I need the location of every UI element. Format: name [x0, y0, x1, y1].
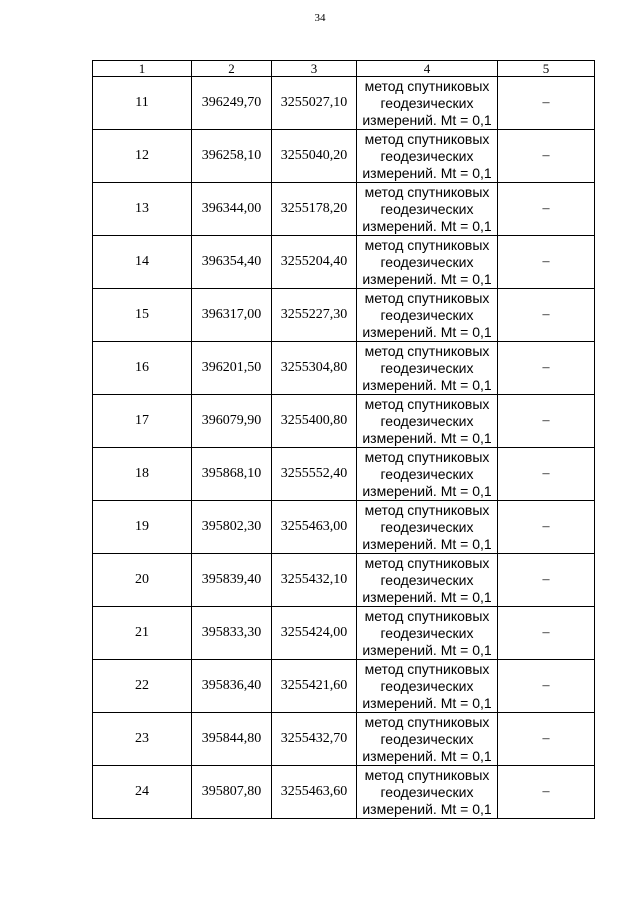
y-coordinate-cell: 3255027,10 [272, 77, 357, 130]
method-line: геодезических [380, 306, 474, 323]
note-cell: – [498, 77, 595, 130]
point-number-cell: 20 [93, 554, 192, 607]
method-line: метод спутниковых [364, 660, 490, 677]
method-line: измерений. Mt = 0,1 [362, 694, 492, 711]
header-col-3: 3 [272, 61, 357, 77]
point-number-cell: 15 [93, 289, 192, 342]
method-cell [357, 660, 498, 713]
header-col-2: 2 [192, 61, 272, 77]
method-line: измерений. Mt = 0,1 [362, 376, 492, 393]
method-cell [357, 607, 498, 660]
point-number-cell: 24 [93, 766, 192, 819]
method-line: геодезических [380, 571, 474, 588]
method-line: метод спутниковых [364, 713, 490, 730]
method-line: геодезических [380, 677, 474, 694]
table-row [93, 395, 595, 448]
method-cell [357, 713, 498, 766]
y-coordinate-cell: 3255432,70 [272, 713, 357, 766]
point-number-cell: 14 [93, 236, 192, 289]
y-coordinate-cell: 3255400,80 [272, 395, 357, 448]
method-line: метод спутниковых [364, 289, 490, 306]
note-cell: – [498, 289, 595, 342]
note-cell: – [498, 130, 595, 183]
method-cell [357, 183, 498, 236]
method-line: измерений. Mt = 0,1 [362, 641, 492, 658]
x-coordinate-cell: 396249,70 [192, 77, 272, 130]
point-number-cell: 13 [93, 183, 192, 236]
method-cell [357, 501, 498, 554]
method-cell [357, 554, 498, 607]
x-coordinate-cell: 395839,40 [192, 554, 272, 607]
method-line: геодезических [380, 465, 474, 482]
x-coordinate-cell: 396344,00 [192, 183, 272, 236]
y-coordinate-cell: 3255227,30 [272, 289, 357, 342]
table-row [93, 289, 595, 342]
method-line: геодезических [380, 518, 474, 535]
y-coordinate-cell: 3255304,80 [272, 342, 357, 395]
table-row [93, 236, 595, 289]
page-number: 34 [314, 12, 326, 24]
method-line: геодезических [380, 94, 474, 111]
method-line: метод спутниковых [364, 607, 490, 624]
table-row [93, 607, 595, 660]
method-line: геодезических [380, 730, 474, 747]
method-line: метод спутниковых [364, 77, 490, 94]
method-line: измерений. Mt = 0,1 [362, 535, 492, 552]
method-line: метод спутниковых [364, 766, 490, 783]
note-cell: – [498, 342, 595, 395]
method-line: измерений. Mt = 0,1 [362, 482, 492, 499]
method-cell [357, 77, 498, 130]
point-number-cell: 18 [93, 448, 192, 501]
y-coordinate-cell: 3255421,60 [272, 660, 357, 713]
y-coordinate-cell: 3255040,20 [272, 130, 357, 183]
method-line: геодезических [380, 147, 474, 164]
method-line: геодезических [380, 253, 474, 270]
table-row [93, 713, 595, 766]
method-line: измерений. Mt = 0,1 [362, 800, 492, 817]
note-cell: – [498, 607, 595, 660]
method-line: метод спутниковых [364, 342, 490, 359]
method-cell [357, 766, 498, 819]
method-line: геодезических [380, 412, 474, 429]
method-line: геодезических [380, 624, 474, 641]
x-coordinate-cell: 396258,10 [192, 130, 272, 183]
method-line: измерений. Mt = 0,1 [362, 164, 492, 181]
x-coordinate-cell: 395868,10 [192, 448, 272, 501]
point-number-cell: 19 [93, 501, 192, 554]
method-cell [357, 236, 498, 289]
method-line: измерений. Mt = 0,1 [362, 588, 492, 605]
note-cell: – [498, 501, 595, 554]
x-coordinate-cell: 395802,30 [192, 501, 272, 554]
method-line: измерений. Mt = 0,1 [362, 429, 492, 446]
note-cell: – [498, 660, 595, 713]
method-cell [357, 448, 498, 501]
y-coordinate-cell: 3255463,60 [272, 766, 357, 819]
point-number-cell: 17 [93, 395, 192, 448]
x-coordinate-cell: 396201,50 [192, 342, 272, 395]
method-line: геодезических [380, 359, 474, 376]
method-cell [357, 342, 498, 395]
header-col-4: 4 [357, 61, 498, 77]
method-line: измерений. Mt = 0,1 [362, 270, 492, 287]
table-row [93, 342, 595, 395]
method-line: метод спутниковых [364, 130, 490, 147]
table-row [93, 448, 595, 501]
x-coordinate-cell: 396354,40 [192, 236, 272, 289]
table-row [93, 77, 595, 130]
x-coordinate-cell: 395844,80 [192, 713, 272, 766]
note-cell: – [498, 448, 595, 501]
point-number-cell: 21 [93, 607, 192, 660]
table-row [93, 183, 595, 236]
table-row [93, 660, 595, 713]
x-coordinate-cell: 395833,30 [192, 607, 272, 660]
method-line: измерений. Mt = 0,1 [362, 323, 492, 340]
header-col-5: 5 [498, 61, 595, 77]
x-coordinate-cell: 395807,80 [192, 766, 272, 819]
table-row [93, 130, 595, 183]
note-cell: – [498, 395, 595, 448]
y-coordinate-cell: 3255178,20 [272, 183, 357, 236]
note-cell: – [498, 766, 595, 819]
method-cell [357, 289, 498, 342]
method-line: измерений. Mt = 0,1 [362, 217, 492, 234]
note-cell: – [498, 183, 595, 236]
point-number-cell: 12 [93, 130, 192, 183]
method-cell [357, 130, 498, 183]
note-cell: – [498, 713, 595, 766]
method-line: метод спутниковых [364, 395, 490, 412]
point-number-cell: 16 [93, 342, 192, 395]
table-row [93, 554, 595, 607]
y-coordinate-cell: 3255552,40 [272, 448, 357, 501]
point-number-cell: 11 [93, 77, 192, 130]
method-line: геодезических [380, 783, 474, 800]
note-cell: – [498, 554, 595, 607]
method-line: геодезических [380, 200, 474, 217]
table-row [93, 501, 595, 554]
x-coordinate-cell: 396317,00 [192, 289, 272, 342]
y-coordinate-cell: 3255204,40 [272, 236, 357, 289]
method-line: метод спутниковых [364, 236, 490, 253]
point-number-cell: 23 [93, 713, 192, 766]
method-line: метод спутниковых [364, 183, 490, 200]
note-cell: – [498, 236, 595, 289]
y-coordinate-cell: 3255432,10 [272, 554, 357, 607]
table-header-row [93, 61, 595, 77]
point-number-cell: 22 [93, 660, 192, 713]
header-col-1: 1 [93, 61, 192, 77]
method-line: метод спутниковых [364, 501, 490, 518]
coordinates-table [92, 60, 595, 819]
method-line: метод спутниковых [364, 554, 490, 571]
method-cell [357, 395, 498, 448]
x-coordinate-cell: 396079,90 [192, 395, 272, 448]
y-coordinate-cell: 3255463,00 [272, 501, 357, 554]
method-line: измерений. Mt = 0,1 [362, 747, 492, 764]
table-row [93, 766, 595, 819]
method-line: измерений. Mt = 0,1 [362, 111, 492, 128]
method-line: метод спутниковых [364, 448, 490, 465]
x-coordinate-cell: 395836,40 [192, 660, 272, 713]
y-coordinate-cell: 3255424,00 [272, 607, 357, 660]
